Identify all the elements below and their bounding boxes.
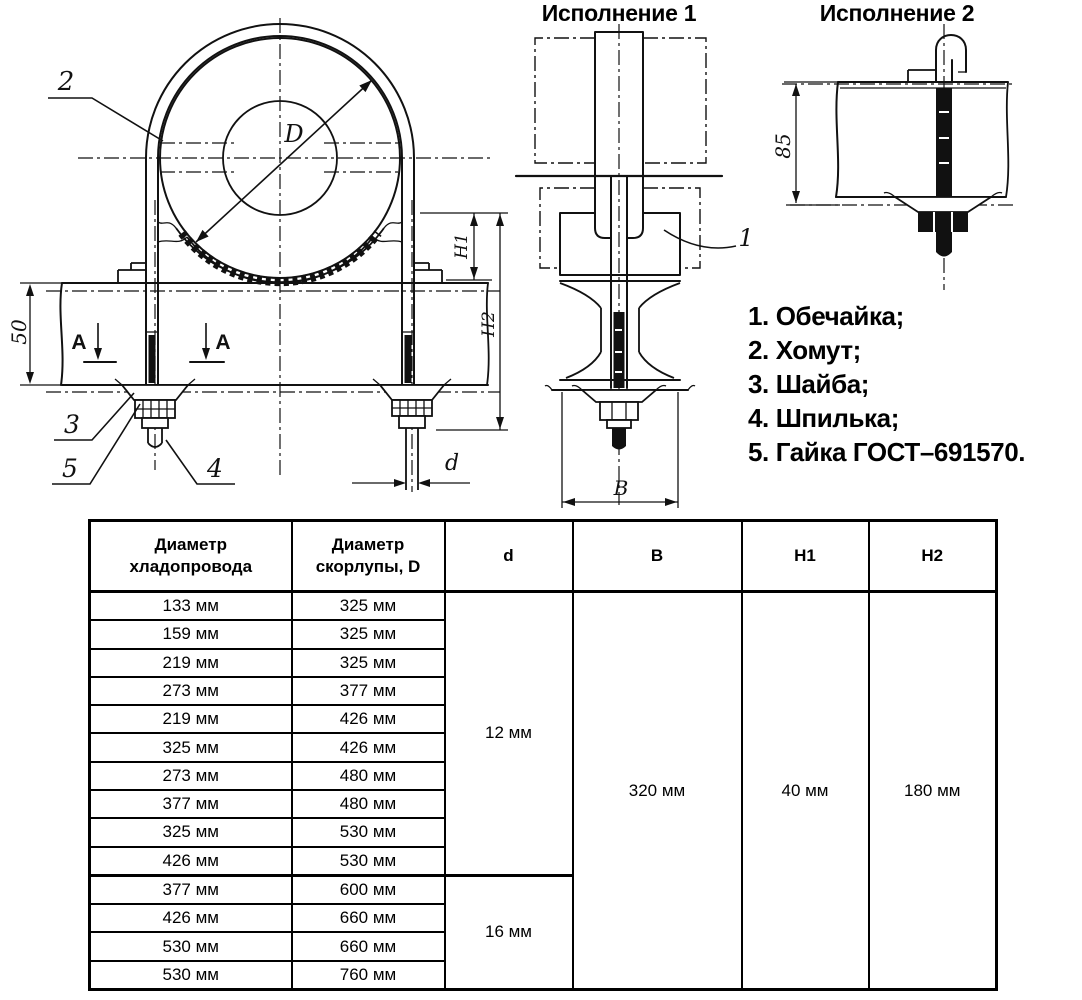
pipe-diameter-cell: 219 мм [90, 649, 292, 677]
d-value-cell: 16 мм [445, 875, 573, 989]
shell-diameter-cell: 530 мм [292, 847, 445, 876]
pipe-diameter-cell: 377 мм [90, 875, 292, 904]
parts-list-item-3: 3. Шайба; [748, 369, 870, 399]
parts-list [748, 299, 1025, 469]
callout-shell [664, 224, 754, 252]
pipe-diameter-cell: 159 мм [90, 620, 292, 648]
version2-view [771, 24, 1015, 290]
dim-85-label: 85 [771, 133, 795, 159]
table-header-row [90, 521, 997, 592]
callout-washer-label: 3 [64, 410, 80, 439]
shell-diameter-cell: 600 мм [292, 875, 445, 904]
section-label-left: A [71, 331, 87, 354]
shell-diameter-cell: 760 мм [292, 961, 445, 990]
v2-nut-assembly [884, 193, 1002, 257]
shell-diameter-cell: 660 мм [292, 904, 445, 932]
pipe-diameter-cell: 530 мм [90, 961, 292, 990]
callout-stud-label: 4 [207, 454, 223, 483]
shell-diameter-cell: 377 мм [292, 677, 445, 705]
callout-clamp-label: 2 [57, 67, 75, 97]
b-value-cell: 320 мм [573, 592, 742, 990]
pipe-diameter-cell: 133 мм [90, 592, 292, 621]
shell-diameter-cell: 325 мм [292, 649, 445, 677]
centerlines [78, 18, 492, 492]
section-label-right: A [215, 331, 231, 354]
parts-list-item-2: 2. Хомут; [748, 335, 861, 365]
beam [46, 283, 500, 392]
parts-list-item-4: 4. Шпилька; [748, 403, 899, 433]
callout-shell-label: 1 [738, 224, 754, 252]
pipe-diameter-cell: 426 мм [90, 904, 292, 932]
pipe-diameter-cell: 530 мм [90, 932, 292, 960]
shell-block [560, 213, 680, 275]
version2-title: Исполнение 2 [819, 0, 975, 26]
table-row [90, 592, 997, 621]
pipe-diameter-cell: 325 мм [90, 818, 292, 846]
pipe-diameter-cell: 377 мм [90, 790, 292, 818]
pipe-diameter-cell: 325 мм [90, 733, 292, 761]
header-d: d [445, 521, 573, 592]
hook-bolt [908, 35, 966, 197]
d-value-cell: 12 мм [445, 592, 573, 876]
pipe-diameter-cell: 426 мм [90, 847, 292, 876]
pipe-diameter-cell: 273 мм [90, 762, 292, 790]
header-h1: H1 [742, 521, 869, 592]
parts-list-item-5: 5. Гайка ГОСТ–691570. [748, 437, 1026, 467]
h1-value-cell: 40 мм [742, 592, 869, 990]
dim-shell-diameter-label: D [284, 120, 304, 148]
dim-d-label: d [444, 451, 460, 476]
dim-h1-label: H1 [452, 233, 472, 259]
dim-d [352, 451, 470, 487]
pipe-diameter-cell: 273 мм [90, 677, 292, 705]
header-shell-diameter: Диаметр скорлупы, D [292, 521, 445, 592]
dimensions-table [88, 519, 998, 991]
dim-b-label: В [613, 476, 629, 500]
parts-list-item-1: 1. Обечайка; [748, 301, 904, 331]
shell-diameter-cell: 480 мм [292, 762, 445, 790]
shell-diameter-cell: 480 мм [292, 790, 445, 818]
shell-diameter-cell: 660 мм [292, 932, 445, 960]
callout-clamp [48, 67, 163, 141]
dim-85 [771, 82, 840, 205]
dim-h2-label: H2 [479, 311, 499, 337]
dim-50 [7, 283, 64, 385]
callout-nut-label: 5 [62, 454, 78, 483]
shell-diameter-cell: 530 мм [292, 818, 445, 846]
main-view [7, 18, 508, 492]
dim-50-label: 50 [7, 319, 31, 345]
header-h2: H2 [869, 521, 997, 592]
callout-stud [166, 440, 235, 484]
shell-diameter-cell: 325 мм [292, 620, 445, 648]
version1-title: Исполнение 1 [541, 0, 697, 26]
v1-nut-assembly [572, 386, 666, 450]
shell-diameter-cell: 426 мм [292, 733, 445, 761]
v2-beam [782, 82, 1015, 205]
header-pipe-diameter: Диаметр хладопровода [90, 521, 292, 592]
header-b: B [573, 521, 742, 592]
shell-diameter-cell: 325 мм [292, 592, 445, 621]
pipe-diameter-cell: 219 мм [90, 705, 292, 733]
shell-diameter-cell: 426 мм [292, 705, 445, 733]
beam-section [545, 281, 695, 390]
h2-value-cell: 180 мм [869, 592, 997, 990]
version1-view [516, 24, 754, 508]
